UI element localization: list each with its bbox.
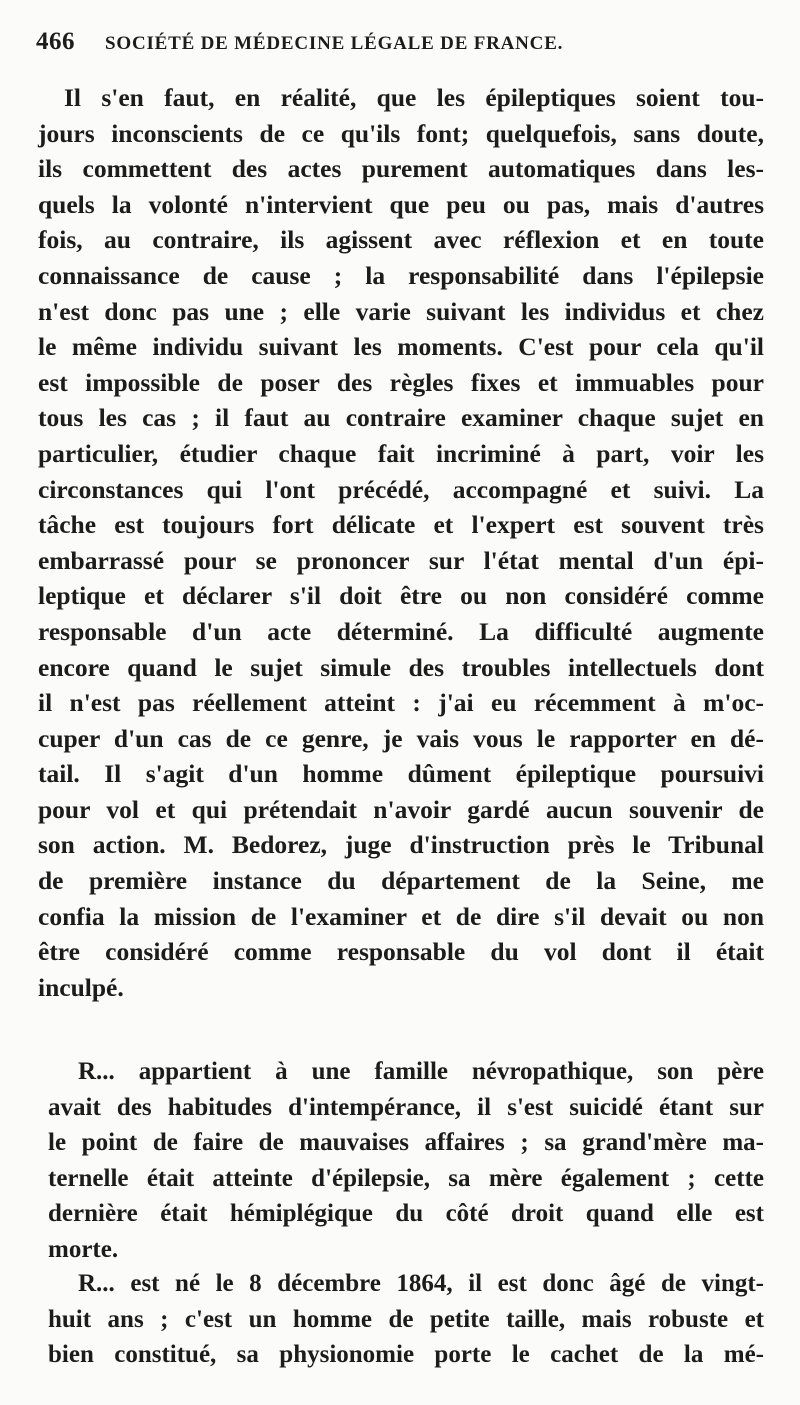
- text-line: jours inconscients de ce qu'ils font; quelquefois, sans doute,: [38, 118, 764, 148]
- text-line: le même individu suivant les moments. C'est pour cela qu'il: [38, 332, 764, 362]
- text-line: encore quand le sujet simule des troubles intellectuels dont: [38, 652, 764, 682]
- text-line: tâche est toujours fort délicate et l'expert est souvent très: [38, 510, 764, 540]
- text-line: de première instance du département de la Seine, me: [38, 866, 764, 896]
- text-line: tail. Il s'agit d'un homme dûment épileptique poursuivi: [38, 759, 764, 789]
- text-line: son action. M. Bedorez, juge d'instruction près le Tribunal: [38, 830, 764, 860]
- text-line: morte.: [48, 1235, 119, 1263]
- text-line: fois, au contraire, ils agissent avec réflexion et en toute: [38, 225, 764, 255]
- paragraph-antecedents: [48, 1054, 764, 1268]
- text-line: leptique et déclarer s'il doit être ou non considéré comme: [38, 581, 764, 611]
- text-line: R... est né le 8 décembre 1864, il est donc âgé de vingt-: [78, 1270, 764, 1297]
- text-line: responsable d'un acte déterminé. La difficulté augmente: [38, 616, 764, 646]
- text-line: pour vol et qui prétendait n'avoir gardé aucun souvenir de: [38, 794, 764, 824]
- text-line: le point de faire de mauvaises affaires ; sa grand'mère ma-: [48, 1129, 764, 1157]
- text-line: dernière était hémiplégique du côté droit quand elle est: [48, 1200, 764, 1228]
- text-line: quels la volonté n'intervient que peu ou pas, mais d'autres: [38, 189, 764, 219]
- running-header: [36, 28, 740, 68]
- text-line: inculpé.: [38, 972, 124, 1002]
- page-number: 466: [36, 28, 75, 55]
- text-line: ils commettent des actes purement automatiques dans les-: [38, 154, 764, 184]
- text-line: il n'est pas réellement atteint : j'ai eu récemment à m'oc-: [38, 688, 764, 718]
- text-line: tous les cas ; il faut au contraire examiner chaque sujet en: [38, 403, 764, 433]
- paragraph-description: [48, 1266, 764, 1373]
- text-line: bien constitué, sa physionomie porte le cachet de la mé-: [48, 1341, 764, 1369]
- text-line: Il s'en faut, en réalité, que les épileptiques soient tou-: [64, 83, 764, 112]
- text-line: n'est donc pas une ; elle varie suivant les individus et chez: [38, 296, 764, 326]
- text-line: avait des habitudes d'intempérance, il s'est suicidé étant sur: [48, 1093, 764, 1121]
- paragraph-responsabilite: [38, 80, 764, 1005]
- text-line: huit ans ; c'est un homme de petite taille, mais robuste et: [48, 1305, 764, 1333]
- text-line: connaissance de cause ; la responsabilité dans l'épilepsie: [38, 260, 764, 290]
- text-line: confia la mission de l'examiner et de dire s'il devait ou non: [38, 901, 764, 931]
- text-line: particulier, étudier chaque fait incriminé à part, voir les: [38, 438, 764, 468]
- text-line: être considéré comme responsable du vol dont il était: [38, 937, 764, 967]
- text-line: ternelle était atteinte d'épilepsie, sa mère également ; cette: [48, 1164, 764, 1192]
- journal-title: SOCIÉTÉ DE MÉDECINE LÉGALE DE FRANCE.: [105, 33, 564, 54]
- text-line: est impossible de poser des règles fixes et immuables pour: [38, 367, 764, 397]
- text-line: embarrassé pour se prononcer sur l'état mental d'un épi-: [38, 545, 764, 575]
- text-line: circonstances qui l'ont précédé, accompagné et suivi. La: [38, 474, 764, 504]
- text-line: R... appartient à une famille névropathique, son père: [78, 1058, 764, 1085]
- text-line: cuper d'un cas de ce genre, je vais vous le rapporter en dé-: [38, 723, 764, 753]
